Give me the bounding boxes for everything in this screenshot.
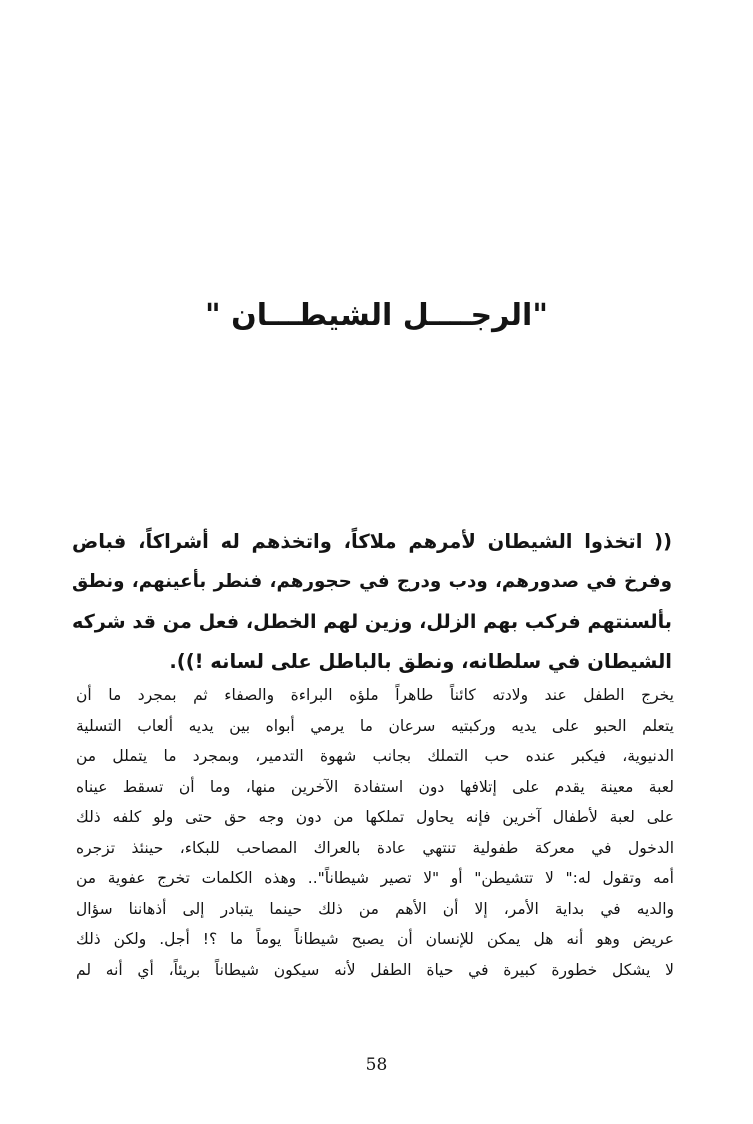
body-line: يخرج الطفل عند ولادته كائناً طاهراً ملؤه البراءة والصفاء ثم بمجرد ما أن (76, 686, 674, 704)
opening-quote (72, 522, 672, 682)
body-line: عريض وهو أنه هل يمكن للإنسان أن يصبح شيطاناً يوماً ما ؟! أجل. ولكن ذلك (76, 930, 674, 948)
page-number: 58 (365, 1055, 388, 1075)
chapter-title: "الرجــــل الشيطـــان " (205, 298, 548, 333)
body-line: لعبة معينة يقدم على إتلافها دون استفادة الآخرين منها، وما أن تسقط عيناه (76, 777, 674, 796)
quote-line: وفرخ في صدورهم، ودب ودرج في حجورهم، فنطر بأعينهم، ونطق (72, 571, 672, 592)
body-line: والديه في بداية الأمر، إلا أن الأهم من ذلك حينما يتبادر إلى أذهاننا سؤال (76, 899, 674, 918)
body-line: الدنيوية، فيكبر عنده حب التملك بجانب شهوة التدمير، وبمجرد ما يتملل من (76, 747, 674, 765)
body-line: على لعبة لأطفال آخرين فإنه يحاول تملكها من دون وجه حق حتى ولو كلفه ذلك (76, 808, 674, 826)
body-line: أمه وتقول له:" لا تتشيطن" أو "لا تصير شيطاناً".. وهذه الكلمات تخرج عفوية من (76, 869, 674, 887)
quote-line: (( اتخذوا الشيطان لأمرهم ملاكاً، واتخذهم له أشراكاً، فباض (72, 530, 672, 553)
body-line: لا يشكل خطورة كبيرة في حياة الطفل لأنه سيكون شيطاناً بريئاً، أي أنه لم (76, 960, 674, 979)
quote-line: الشيطان في سلطانه، ونطق بالباطل على لسانه !)). (169, 650, 672, 673)
body-paragraph (76, 680, 674, 985)
quote-line: بألسنتهم فركب بهم الزلل، وزين لهم الخطل، فعل من قد شركه (72, 610, 672, 633)
body-line: الدخول في معركة طفولية تنتهي عادة بالعراك المصاحب للبكاء، حينئذ تزجره (76, 838, 674, 857)
body-line: يتعلم الحبو على يديه وركبتيه سرعان ما يرمي أبواه بين يديه ألعاب التسلية (76, 716, 674, 735)
